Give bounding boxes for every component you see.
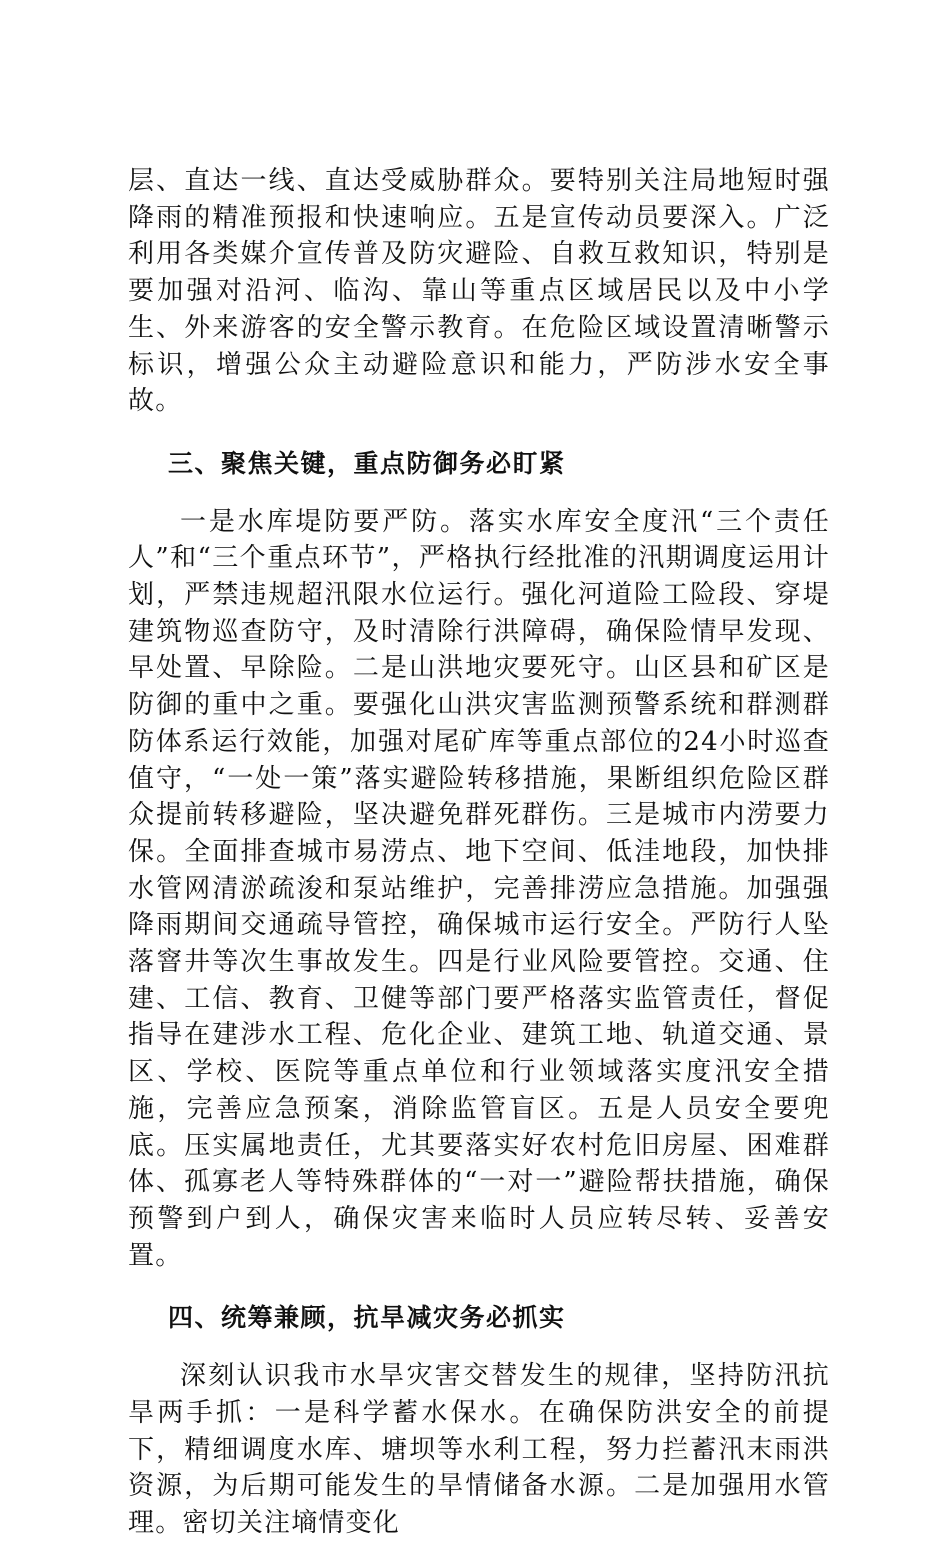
section-heading-3: 三、聚焦关键，重点防御务必盯紧 <box>168 448 566 478</box>
section-4-body: 深刻认识我市水旱灾害交替发生的规律，坚持防汛抗旱两手抓：一是科学蓄水保水。在确保防洪安全的前提下，精细调度水库、塘坝等水利工程，努力拦蓄汛末雨洪资源，为后期可能发生的旱情储备水源。二是加强用水管理。密切关注墒情变化 <box>128 1361 830 1538</box>
section-heading-4: 四、统筹兼顾，抗旱减灾务必抓实 <box>168 1303 566 1333</box>
spacer <box>128 1274 830 1300</box>
spacer <box>128 1337 830 1358</box>
section-3-body: 一是水库堤防要严防。落实水库安全度汛“三个责任人”和“三个重点环节”，严格执行经批准的汛期调度运用计划，严禁违规超汛限水位运行。强化河道险工险段、穿堤建筑物巡查防守，及时清除行洪障碍，确保险情早发现、早处置、早除险。二是山洪地灾要死守。山区县和矿区是防御的重中之重。要强化山洪灾害监测预警系统和群测群防体系运行效能，加强对尾矿库等重点部位的24小时巡查值守，“一处一策”落实避险转移措施，果断组织危险区群众提前转移避险，坚决避免群死群伤。三是城市内涝要力保。全面排查城市易涝点、地下空间、低洼地段，加快排水管网清淤疏浚和泵站维护，完善排涝应急措施。加强强降雨期间交通疏导管控，确保城市运行安全。严防行人坠落窨井等次生事故发生。四是行业风险要管控。交通、住建、工信、教育、卫健等部门要严格落实监管责任，督促指导在建涉水工程、危化企业、建筑工地、轨道交通、景区、学校、医院等重点单位和行业领域落实度汛安全措施，完善应急预案，消除监管盲区。五是人员安全要兜底。压实属地责任，尤其要落实好农村危旧房屋、困难群体、孤寡老人等特殊群体的“一对一”避险帮扶措施，确保预警到户到人，确保灾害来临时人员应转尽转、妥善安置。 <box>128 506 830 1271</box>
spacer <box>128 483 830 504</box>
spacer <box>128 420 830 446</box>
body-paragraph: 层、直达一线、直达受威胁群众。要特别关注局地短时强降雨的精准预报和快速响应。五是宣传动员要深入。广泛利用各类媒介宣传普及防灾避险、自救互救知识，特别是要加强对沿河、临沟、靠山等重点区域居民以及中小学生、外来游客的安全警示教育。在危险区域设置清晰警示标识，增强公众主动避险意识和能力，严防涉水安全事故。 <box>128 166 830 417</box>
document-page <box>128 163 830 1542</box>
